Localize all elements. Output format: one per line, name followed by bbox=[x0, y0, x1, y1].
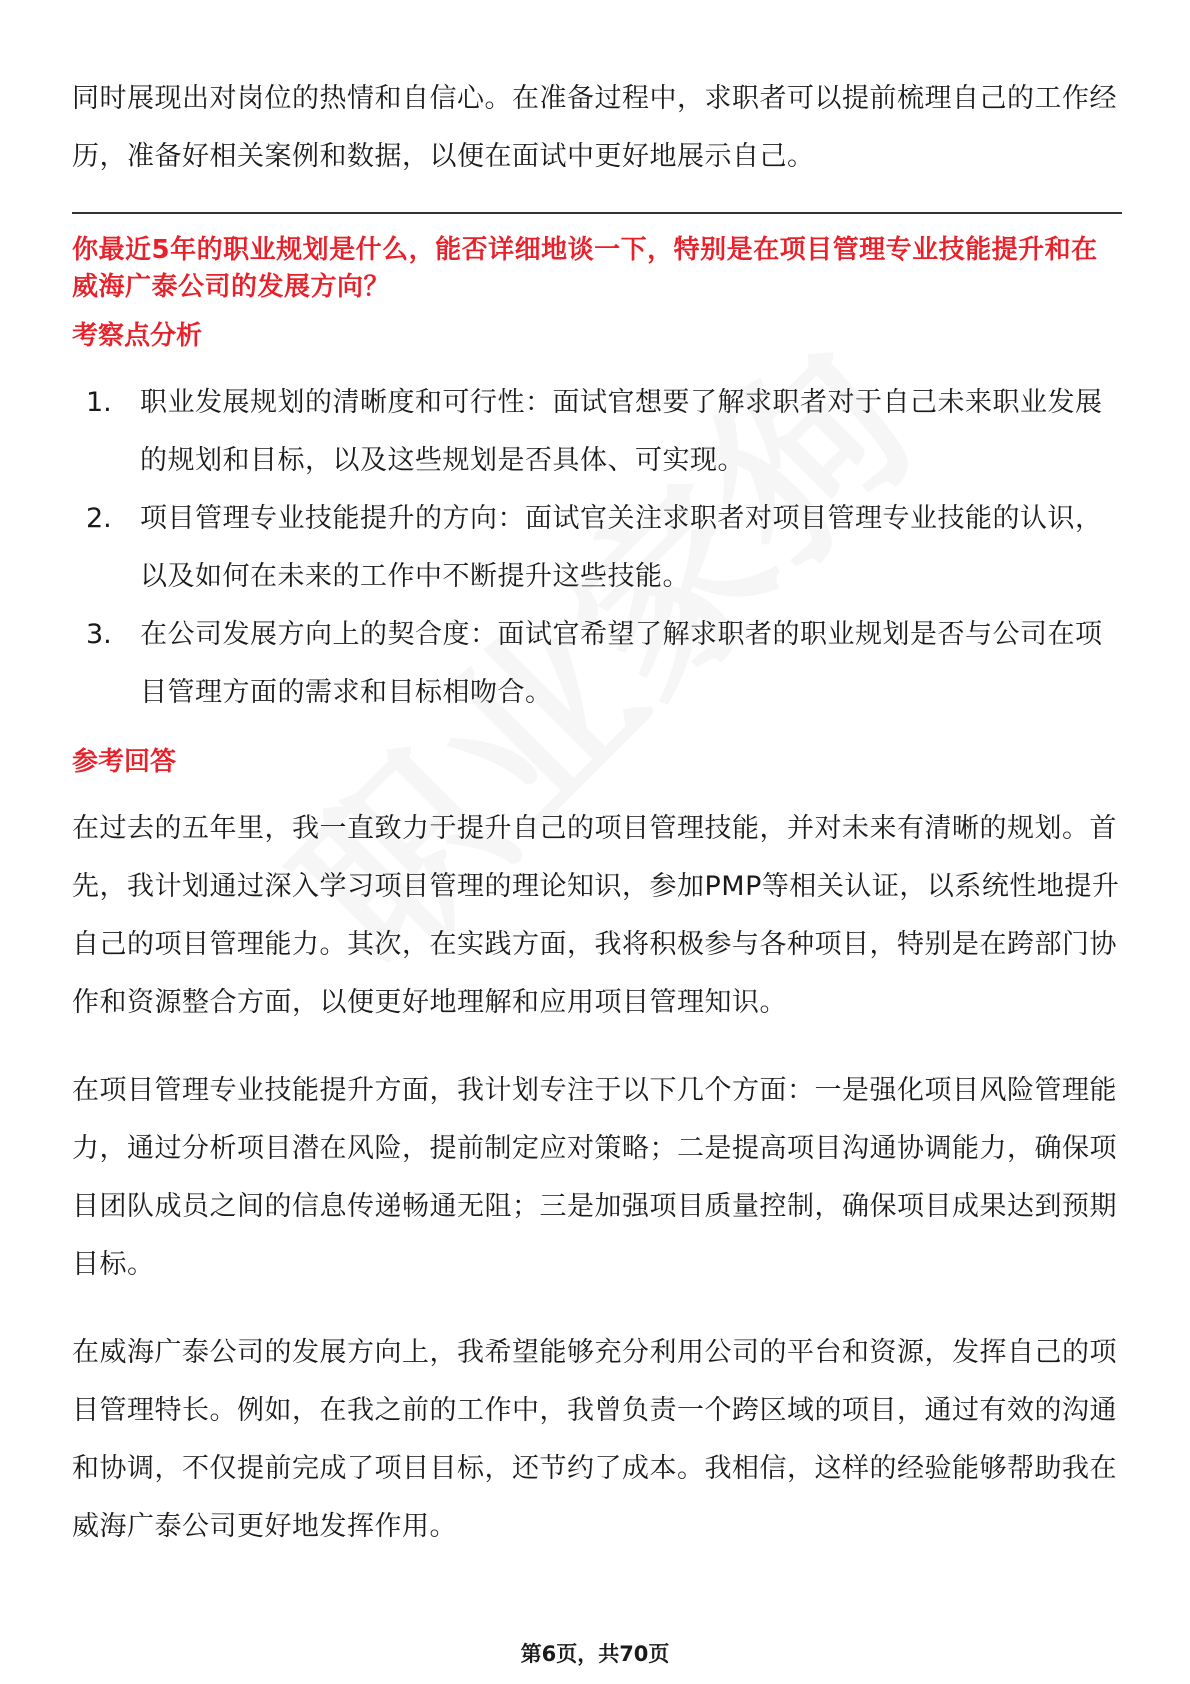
analysis-list bbox=[72, 374, 1122, 722]
interview-question: 你最近5年的职业规划是什么，能否详细地谈一下，特别是在项目管理专业技能提升和在威海广泰公司的发展方向？ bbox=[72, 235, 1098, 302]
analysis-item bbox=[86, 490, 1122, 606]
analysis-item-number: 3. bbox=[86, 619, 112, 650]
analysis-item bbox=[86, 606, 1122, 722]
document-page bbox=[72, 70, 1122, 1586]
answer-paragraph: 在项目管理专业技能提升方面，我计划专注于以下几个方面：一是强化项目风险管理能力，通过分析项目潜在风险，提前制定应对策略；二是提高项目沟通协调能力，确保项目团队成员之间的信息传递畅通无阻；三是加强项目质量控制，确保项目成果达到预期目标。 bbox=[72, 1075, 1117, 1280]
answer-paragraph: 在威海广泰公司的发展方向上，我希望能够充分利用公司的平台和资源，发挥自己的项目管理特长。例如，在我之前的工作中，我曾负责一个跨区域的项目，通过有效的沟通和协调，不仅提前完成了项目目标，还节约了成本。我相信，这样的经验能够帮助我在威海广泰公司更好地发挥作用。 bbox=[72, 1337, 1117, 1542]
intro-paragraph: 同时展现出对岗位的热情和自信心。在准备过程中，求职者可以提前梳理自己的工作经历，准备好相关案例和数据，以便在面试中更好地展示自己。 bbox=[72, 83, 1117, 172]
page-number: 第6页，共70页 bbox=[520, 1642, 670, 1666]
answer-paragraph: 在过去的五年里，我一直致力于提升自己的项目管理技能，并对未来有清晰的规划。首先，我计划通过深入学习项目管理的理论知识，参加PMP等相关认证，以系统性地提升自己的项目管理能力。其次，在实践方面，我将积极参与各种项目，特别是在跨部门协作和资源整合方面，以便更好地理解和应用项目管理知识。 bbox=[72, 813, 1120, 1018]
analysis-heading: 考察点分析 bbox=[72, 321, 203, 351]
answer-heading: 参考回答 bbox=[72, 747, 177, 777]
section-divider bbox=[72, 212, 1122, 214]
analysis-item-text: 职业发展规划的清晰度和可行性：面试官想要了解求职者对于自己未来职业发展的规划和目标，以及这些规划是否具体、可实现。 bbox=[140, 387, 1103, 476]
analysis-item-text: 在公司发展方向上的契合度：面试官希望了解求职者的职业规划是否与公司在项目管理方面的需求和目标相吻合。 bbox=[140, 619, 1103, 708]
analysis-item bbox=[86, 374, 1122, 490]
analysis-item-text: 项目管理专业技能提升的方向：面试官关注求职者对项目管理专业技能的认识，以及如何在未来的工作中不断提升这些技能。 bbox=[140, 503, 1103, 592]
analysis-item-number: 2. bbox=[86, 503, 112, 534]
analysis-item-number: 1. bbox=[86, 387, 112, 418]
